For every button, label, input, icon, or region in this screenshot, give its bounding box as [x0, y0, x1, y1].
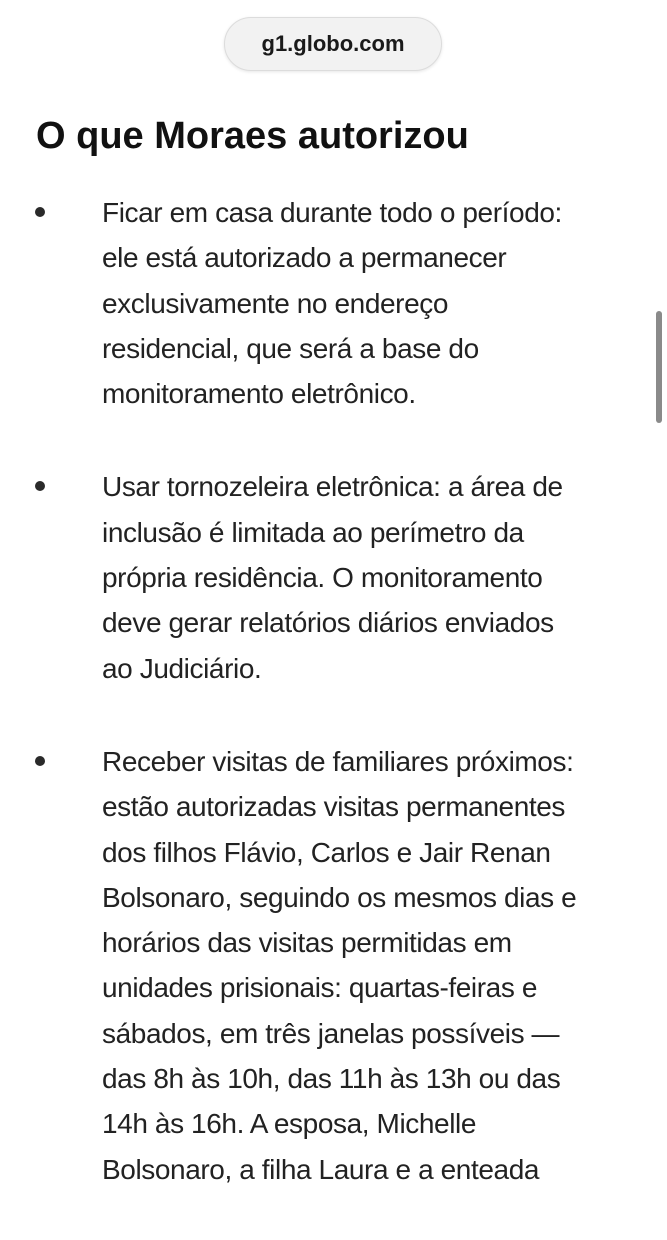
authorization-list: [0, 190, 667, 1240]
item-text: Ficar em casa durante todo o período: ele está autorizado a permanecer exclusivamente no endereço residencial, que será a base do monitoramento eletrônico.: [102, 197, 562, 410]
address-bar-url: g1.globo.com: [261, 31, 405, 56]
list-item: [0, 739, 667, 1192]
list-item: [0, 190, 667, 416]
list-item: [0, 464, 667, 690]
section-heading: O que Moraes autorizou: [36, 115, 469, 157]
bullet-icon: [35, 481, 45, 491]
item-text: Usar tornozeleira eletrônica: a área de inclusão é limitada ao perímetro da própria residência. O monitoramento deve gerar relatórios diários enviados ao Judiciário.: [102, 471, 563, 684]
item-text: Receber visitas de familiares próximos: estão autorizadas visitas permanentes dos filhos Flávio, Carlos e Jair Renan Bolsonaro, seguindo os mesmos dias e horários das visitas permitidas em unidades prisionais: quartas-feiras e sábados, em três janelas possíveis — das 8h às 10h, das 11h às 13h ou das 14h às 16h. A esposa, Michelle Bolsonaro, a filha Laura e a enteada: [102, 745, 577, 1185]
bullet-icon: [35, 756, 45, 766]
address-bar[interactable]: [224, 17, 442, 71]
bullet-icon: [35, 207, 45, 217]
scrollbar-thumb[interactable]: [656, 311, 662, 423]
